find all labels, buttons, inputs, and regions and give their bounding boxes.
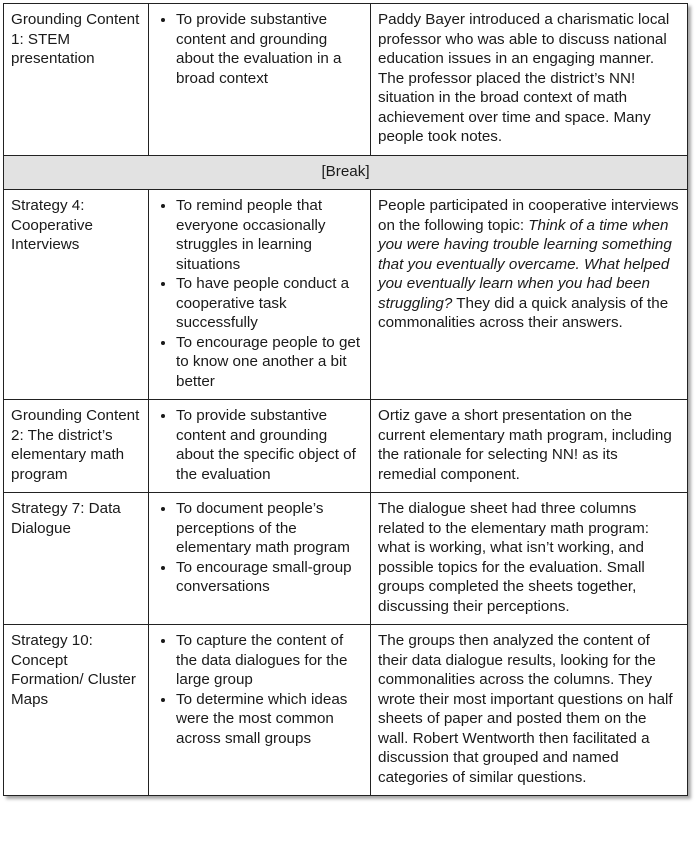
goals-list — [156, 631, 363, 748]
table-row — [4, 625, 688, 796]
goal-item: • To encourage people to get to know one another a bit better — [176, 333, 363, 392]
goals-cell — [149, 493, 371, 625]
activity-label: Strategy 4: Cooperative Interviews — [4, 190, 149, 400]
description-cell — [371, 190, 688, 400]
description-text: Paddy Bayer introduced a charismatic local professor who was able to discuss national education issues in an engaging manner. The professor placed the district’s NN! situation in the broad context of math achievement over time and space. Many people took notes. — [378, 11, 670, 145]
break-label: [Break] — [4, 155, 688, 190]
goal-item: • To encourage small-group conversations — [176, 558, 363, 597]
break-row — [4, 155, 688, 190]
goals-list — [156, 10, 363, 88]
activity-label: Strategy 10: Concept Formation/ Cluster Maps — [4, 625, 149, 796]
goals-list — [156, 406, 363, 484]
goals-list — [156, 499, 363, 597]
activity-label: Strategy 7: Data Dialogue — [4, 493, 149, 625]
activities-table — [3, 3, 688, 796]
goal-item: • To document people’s perceptions of the elementary math program — [176, 499, 363, 558]
description-text: People participated in cooperative interviews on the following topic: — [378, 197, 679, 234]
goal-item: • To provide substantive content and grounding about the evaluation in a broad context — [176, 10, 363, 88]
goal-item: • To provide substantive content and grounding about the specific object of the evaluation — [176, 406, 363, 484]
description-cell — [371, 4, 688, 156]
description-cell — [371, 493, 688, 625]
description-cell — [371, 400, 688, 493]
goals-cell — [149, 400, 371, 493]
description-text: The groups then analyzed the content of their data dialogue results, looking for the commonalities across the columns. They wrote their most important questions on half sheets of paper and posted them on the wall. Robert Wentworth then facilitated a discussion that grouped and named categories of similar questions. — [378, 632, 673, 786]
goals-cell — [149, 625, 371, 796]
table-row — [4, 493, 688, 625]
table-row — [4, 190, 688, 400]
goals-cell — [149, 190, 371, 400]
goal-item: • To remind people that everyone occasionally struggles in learning situations — [176, 196, 363, 274]
goals-list — [156, 196, 363, 391]
table-row — [4, 4, 688, 156]
description-italic-text: Think of a time when you were having trouble learning something that you eventually overcame. What helped you eventually learn when you had been struggling? — [378, 216, 672, 312]
description-after-text: They did a quick analysis of the commonalities across their answers. — [378, 294, 669, 331]
activity-label: Grounding Content 1: STEM presentation — [4, 4, 149, 156]
description-cell — [371, 625, 688, 796]
table-row — [4, 400, 688, 493]
goal-item: • To capture the content of the data dialogues for the large group — [176, 631, 363, 690]
description-text: The dialogue sheet had three columns related to the elementary math program: what is working, what isn’t working, and possible topics for the evaluation. Small groups completed the sheets together, discussing their perceptions. — [378, 500, 649, 615]
activity-label: Grounding Content 2: The district’s elementary math program — [4, 400, 149, 493]
goal-item: • To have people conduct a cooperative task successfully — [176, 274, 363, 333]
description-text: Ortiz gave a short presentation on the current elementary math program, including the rationale for selecting NN! as its remedial component. — [378, 407, 672, 483]
goal-item: • To determine which ideas were the most common across small groups — [176, 690, 363, 749]
goals-cell — [149, 4, 371, 156]
